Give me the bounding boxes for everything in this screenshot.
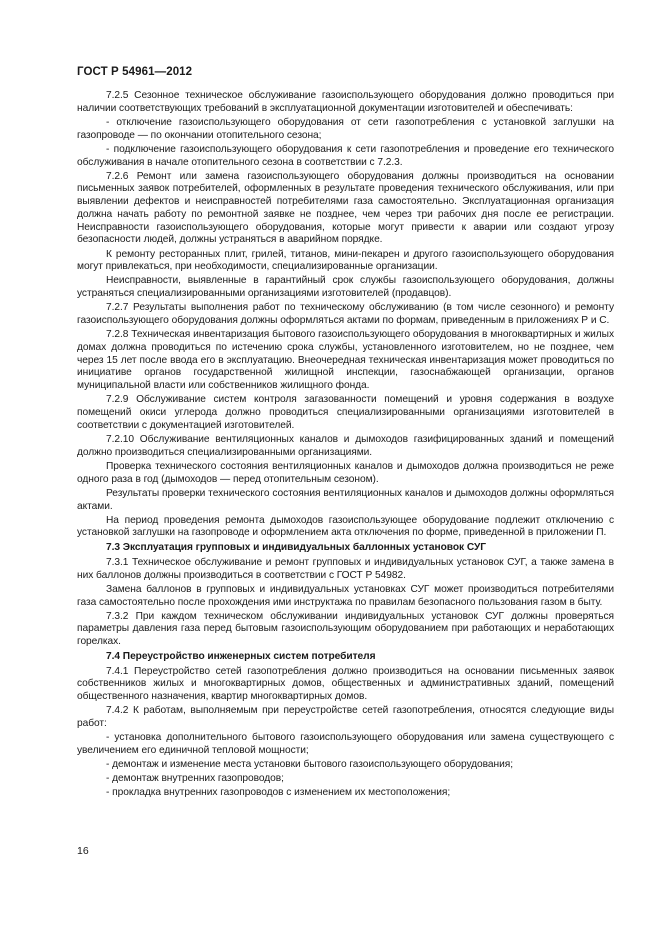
paragraph: 7.2.8 Техническая инвентаризация бытового газоиспользующего оборудования в многоквартирных и жилых домах должна проводиться по истечению срока службы, установленного изготовителем, но не позднее, чем через 15 лет после ввода его в эксплуатацию. Внеочередная техническая инвентаризация может проводиться по инициативе органов государственной жилищной инспекции, газоснабжающей организации, органов муниципальной власти или собственников жилищного фонда.	[77, 329, 614, 392]
paragraph: К ремонту ресторанных плит, грилей, титанов, мини-пекарен и другого газоиспользующего оборудования могут привлекаться, при необходимости, специализированные организации.	[77, 248, 614, 273]
list-item: - установка дополнительного бытового газоиспользующего оборудования или замена существующего с увеличением его единичной тепловой мощности;	[77, 732, 614, 756]
list-item: - прокладка внутренних газопроводов с изменением их местоположения;	[106, 787, 451, 799]
paragraph: 7.4.1 Переустройство сетей газопотребления должно производиться на основании письменных заявок собственников жилых и многоквартирных домов, общественных и административных зданий, помещений общественного назначения, квартир многоквартирных домов.	[77, 665, 614, 703]
list-item: - подключение газоиспользующего оборудования к сети газопотребления и проведение его технического обслуживания в начале отопительного сезона в соответствии с 7.2.3.	[77, 143, 614, 168]
paragraph: 7.2.6 Ремонт или замена газоиспользующего оборудования должны производиться на основании письменных заявок потребителей, оформленных в результате проведения технического обслуживания, или при выявлении дефектов и неисправностей потребителями газа самостоятельно. Эксплуатационная организация должна начать работу по ремонтной заявке не позднее, чем через три рабочих дня после ее регистрации. Неисправности газоиспользующего оборудования, которые могут привести к аварии или создают угрозу безопасности людей, должны устраняться в аварийном порядке.	[77, 170, 614, 246]
paragraph: На период проведения ремонта дымоходов газоиспользующее оборудование подлежит отключению с установкой заглушки на газопроводе и оформлением акта отключения по форме, приведенной в приложении П.	[77, 514, 614, 539]
paragraph: Результаты проверки технического состояния вентиляционных каналов и дымоходов должны оформляться актами.	[77, 487, 614, 512]
paragraph: Проверка технического состояния вентиляционных каналов и дымоходов должна производиться не реже одного раза в год (дымоходов — перед отопительным сезоном).	[77, 460, 614, 485]
section-heading: 7.4 Переустройство инженерных систем потребителя	[106, 650, 376, 662]
paragraph: Замена баллонов в групповых и индивидуальных установках СУГ может производиться потребителями газа самостоятельно после прохождения ими инструктажа по правилам безопасного пользования газом в быту.	[77, 583, 614, 608]
paragraph: 7.3.1 Техническое обслуживание и ремонт групповых и индивидуальных установок СУГ, а также замена в них баллонов должны производиться в соответствии с ГОСТ Р 54982.	[77, 556, 614, 581]
document-header: ГОСТ Р 54961—2012	[77, 66, 193, 78]
paragraph: 7.3.2 При каждом техническом обслуживании индивидуальных установок СУГ должны проверяться параметры давления газа перед бытовым газоиспользующим оборудованием при работающих и неработающих горелках.	[77, 610, 614, 648]
list-item: - отключение газоиспользующего оборудования от сети газопотребления с установкой заглушки на газопроводе — по окончании отопительного сезона;	[77, 116, 614, 141]
paragraph: Неисправности, выявленные в гарантийный срок службы газоиспользующего оборудования, должны устраняться специализированными организациями изготовителей (продавцов).	[77, 275, 614, 300]
paragraph: 7.4.2 К работам, выполняемым при переустройстве сетей газопотребления, относятся следующие виды работ:	[77, 705, 614, 730]
paragraph: 7.2.10 Обслуживание вентиляционных каналов и дымоходов газифицированных зданий и помещений должно производиться специализированными организациями.	[77, 434, 614, 458]
page-number: 16	[77, 845, 89, 857]
paragraph: 7.2.5 Сезонное техническое обслуживание газоиспользующего оборудования должно проводиться при наличии соответствующих требований в эксплуатационной документации изготовителей и обеспечивать:	[77, 90, 614, 114]
paragraph: 7.2.7 Результаты выполнения работ по техническому обслуживанию (в том числе сезонного) и ремонту газоиспользующего оборудования должны оформляться актами по формам, приведенным в приложениях Р и С.	[77, 302, 614, 327]
list-item: - демонтаж внутренних газопроводов;	[106, 773, 284, 785]
list-item: - демонтаж и изменение места установки бытового газоиспользующего оборудования;	[106, 759, 513, 771]
paragraph: 7.2.9 Обслуживание систем контроля загазованности помещений и уровня содержания в воздухе помещений окиси углерода должно проводиться специализированными организациями изготовителей в соответствии с документацией изготовителей.	[77, 394, 614, 431]
document-body	[77, 90, 614, 800]
section-heading: 7.3 Эксплуатация групповых и индивидуальных баллонных установок СУГ	[106, 542, 487, 554]
